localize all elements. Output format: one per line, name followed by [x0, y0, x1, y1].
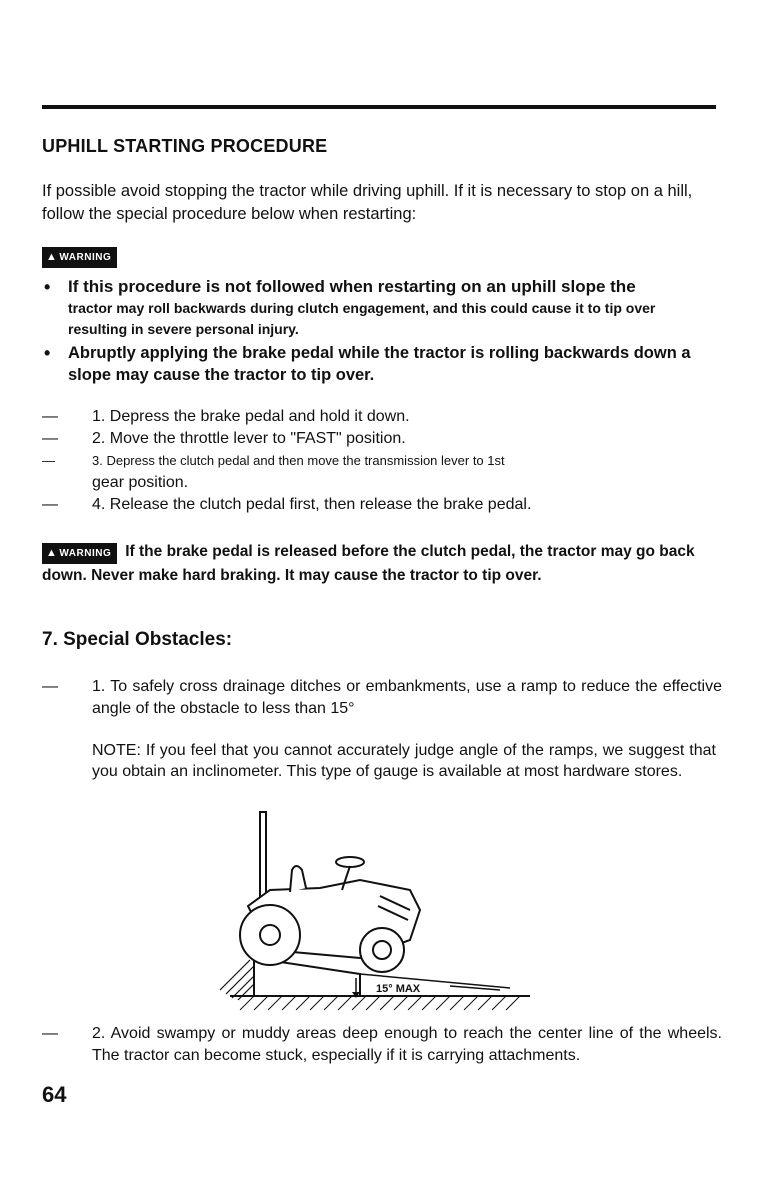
step-item: — 3. Depress the clutch pedal and then move the transmission lever to 1st gear position. [42, 450, 722, 494]
procedure-steps [42, 406, 722, 516]
obstacle-text: 1. To safely cross drainage ditches or embankments, use a ramp to reduce the effective angle of the obstacle to less than 15° [92, 678, 722, 717]
warning-bullet-lead: If this procedure is not followed when restarting on an uphill slope the [68, 277, 636, 296]
warning-inline [42, 540, 718, 587]
step-text: 3. Depress the clutch pedal and then move the transmission lever to 1st [92, 453, 505, 468]
obstacle-item-list-2 [42, 1023, 722, 1067]
warning-triangle-icon: ▲ [46, 251, 58, 263]
step-text: 1. Depress the brake pedal and hold it down. [92, 408, 410, 425]
warning-bullet [42, 342, 718, 386]
warning-badge [42, 247, 117, 268]
section-title: UPHILL STARTING PROCEDURE [42, 136, 328, 156]
warning-badge [42, 543, 117, 564]
warning-triangle-icon: ▲ [46, 547, 58, 559]
step-item: — 1. Depress the brake pedal and hold it down. [42, 408, 410, 425]
step-text: 2. Move the throttle lever to "FAST" position. [92, 430, 406, 447]
obstacle-item: — 1. To safely cross drainage ditches or embankments, use a ramp to reduce the effective angle of the obstacle to less than 15° [42, 678, 722, 717]
warning-label: WARNING [59, 548, 112, 559]
bullet-icon: • [44, 277, 51, 297]
warning-bullet-rest: tractor may roll backwards during clutch engagement, and this could cause it to tip over resulting in severe personal injury. [68, 300, 656, 337]
obstacle-item: — 2. Avoid swampy or muddy areas deep enough to reach the center line of the wheels. The tractor can become stuck, especially if it is carrying attachments. [42, 1025, 722, 1064]
warning-bullets [42, 276, 718, 386]
angle-label: 15° MAX [376, 983, 421, 995]
note-paragraph: NOTE: If you feel that you cannot accurately judge angle of the ramps, we suggest that you obtain an inclinometer. This type of gauge is available at most hardware stores. [92, 742, 716, 780]
tractor-ramp-illustration [210, 810, 540, 1015]
bullet-icon: • [44, 343, 51, 363]
obstacle-item-list [42, 676, 722, 720]
warning-label: WARNING [59, 252, 112, 263]
obstacles-title: 7. Special Obstacles: [42, 629, 233, 650]
warning-bullet-text: Abruptly applying the brake pedal while the tractor is rolling backwards down a slope may cause the tractor to tip over. [68, 344, 691, 384]
warning-text: If the brake pedal is released before the clutch pedal, the tractor may go back down. Never make hard braking. It may cause the tractor to tip over. [42, 543, 695, 584]
obstacle-text: 2. Avoid swampy or muddy areas deep enough to reach the center line of the wheels. The tractor can become stuck, especially if it is carrying attachments. [92, 1025, 722, 1064]
step-item: — 4. Release the clutch pedal first, then release the brake pedal. [42, 496, 532, 513]
top-rule [42, 105, 716, 109]
step-text: 4. Release the clutch pedal first, then release the brake pedal. [92, 496, 532, 513]
step-continuation: gear position. [92, 474, 189, 491]
page-number: 64 [42, 1082, 67, 1107]
intro-paragraph: If possible avoid stopping the tractor while driving uphill. If it is necessary to stop on a hill, follow the special procedure below when restarting: [42, 182, 693, 223]
warning-bullet [42, 276, 718, 340]
step-item: — 2. Move the throttle lever to "FAST" position. [42, 430, 406, 447]
